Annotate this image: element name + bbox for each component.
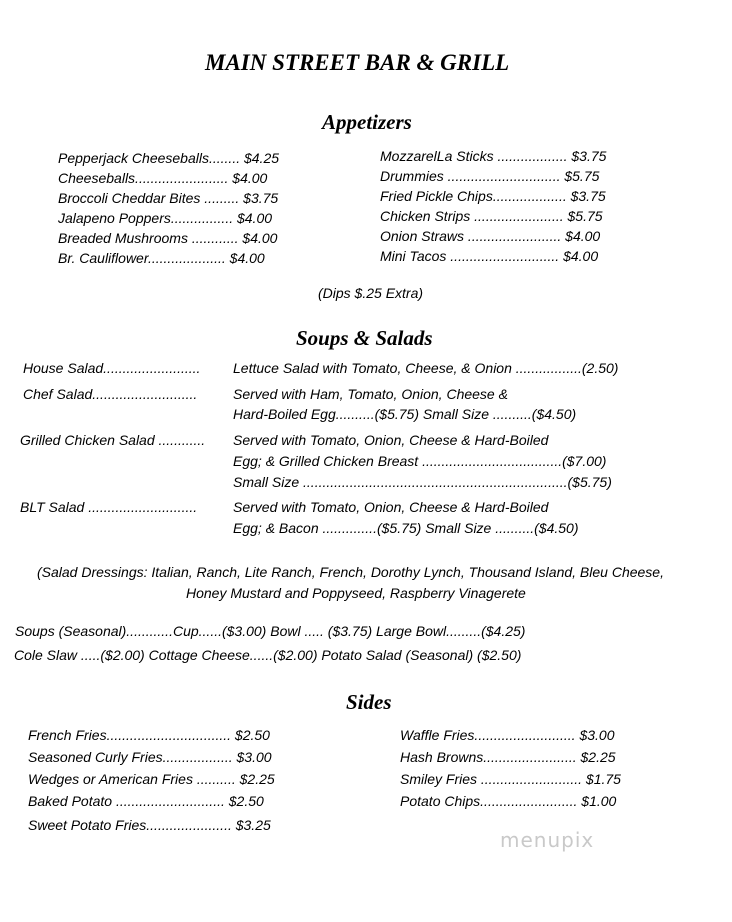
menu-item: Fried Pickle Chips................... $3.75 [380,188,606,204]
menu-item: Pepperjack Cheeseballs........ $4.25 [58,150,280,166]
sides-right-column [400,727,621,815]
appetizers-right-column [380,148,606,268]
sides-left-column [28,727,275,839]
salad-line-b: Hard-Boiled Egg..........($5.75) Small Size ..........($4.50) [233,406,577,422]
menu-item: MozzarelLa Sticks .................. $3.75 [380,148,607,164]
salad-line-b: Served with Tomato, Onion, Cheese & Hard-Boiled [233,499,549,515]
menu-title: MAIN STREET BAR & GRILL [205,50,510,75]
menu-item: Mini Tacos ............................ $4.00 [380,248,599,264]
appetizers-left-column [58,150,279,270]
menu-item: Sweet Potato Fries...................... $3.25 [28,817,271,833]
salad-line-a: Chef Salad........................... [23,386,198,402]
menu-item: Drummies ............................. $5.75 [380,168,600,184]
section-heading-sides: Sides [346,690,392,714]
menu-item: Broccoli Cheddar Bites ......... $3.75 [58,190,279,206]
salad-line-b: Served with Tomato, Onion, Cheese & Hard-Boiled [233,432,549,448]
menu-item: Potato Chips......................... $1.00 [400,793,617,809]
menu-item: Waffle Fries.......................... $3.00 [400,727,615,743]
salad-line-a: BLT Salad ............................ [20,499,198,515]
soups-line: Soups (Seasonal)............Cup......($3.00) Bowl ..... ($3.75) Large Bowl.........($4.25) [15,623,526,639]
salad-line-b: Egg; & Bacon ..............($5.75) Small Size ..........($4.50) [233,520,579,536]
section-heading-appetizers: Appetizers [322,110,412,134]
menu-item: Br. Cauliflower.................... $4.00 [58,250,265,266]
salad-dressings-line-2: Honey Mustard and Poppyseed, Raspberry Vinagerete [186,585,526,601]
salad-line-b: Small Size ....................................................................($5.75) [233,474,612,490]
sides-salads-line: Cole Slaw .....($2.00) Cottage Cheese......($2.00) Potato Salad (Seasonal) ($2.50) [14,647,522,663]
menu-item: Chicken Strips ....................... $5.75 [380,208,603,224]
menupix-watermark: menupix [500,828,595,852]
salad-line-b: Egg; & Grilled Chicken Breast ....................................($7.00) [233,453,607,469]
salad-line-b: Served with Ham, Tomato, Onion, Cheese & [233,386,508,402]
menu-item: Baked Potato ............................ $2.50 [28,793,264,809]
menu-item: Seasoned Curly Fries.................. $3.00 [28,749,272,765]
menu-item: Jalapeno Poppers................ $4.00 [58,210,273,226]
salad-line-b: Lettuce Salad with Tomato, Cheese, & Onion .................(2.50) [233,360,619,376]
menu-item: Onion Straws ........................ $4.00 [380,228,601,244]
menu-item: Smiley Fries .......................... $1.75 [400,771,621,787]
dips-note: (Dips $.25 Extra) [318,285,424,301]
menu-item: Wedges or American Fries .......... $2.25 [28,771,275,787]
menu-item: Breaded Mushrooms ............ $4.00 [58,230,278,246]
salad-line-a: House Salad......................... [23,360,201,376]
menu-item: Hash Browns........................ $2.25 [400,749,616,765]
menu-item: French Fries................................ $2.50 [28,727,270,743]
menu-item: Cheeseballs........................ $4.00 [58,170,268,186]
salad-dressings-line-1: (Salad Dressings: Italian, Ranch, Lite Ranch, French, Dorothy Lynch, Thousand Island, Bleu Cheese, [37,564,664,580]
salad-line-a: Grilled Chicken Salad ............ [20,432,206,448]
section-heading-soups-salads: Soups & Salads [296,326,433,350]
